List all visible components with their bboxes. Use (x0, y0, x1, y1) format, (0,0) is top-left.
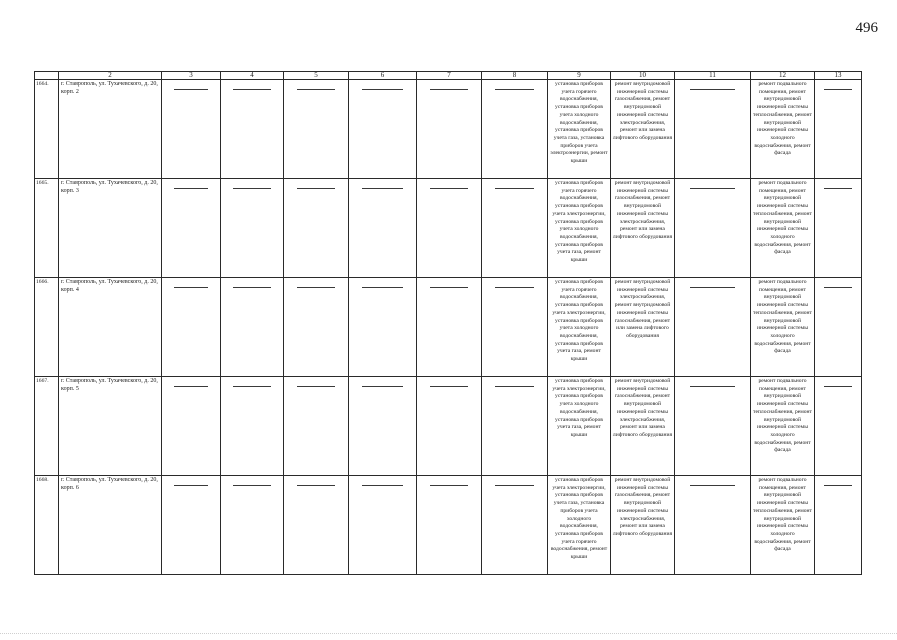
metering-works-cell: установка приборов учета горячего водоснабжения, установка приборов учета электроэнергии, установка приборов учета холодного водоснабжения, установка приборов учета газа, ремонт крыши (548, 278, 611, 377)
column-header (35, 72, 59, 80)
dash-mark (690, 89, 735, 90)
engineering-works-cell: ремонт внутридомовой инженерной системы газоснабжения, ремонт внутридомовой инженерной системы электроснабжения, ремонт или замена лифтового оборудования (611, 179, 675, 278)
dash-mark (430, 485, 468, 486)
empty-dash-cell (482, 278, 548, 377)
dash-mark (297, 89, 335, 90)
column-header: 11 (675, 72, 751, 80)
dash-mark (174, 188, 209, 189)
dash-mark (233, 386, 270, 387)
empty-dash-cell (417, 80, 482, 179)
empty-dash-cell (675, 278, 751, 377)
empty-dash-cell (221, 476, 284, 575)
dash-mark (430, 89, 468, 90)
column-header: 6 (349, 72, 417, 80)
dash-mark (233, 485, 270, 486)
empty-dash-cell (221, 80, 284, 179)
building-works-cell: ремонт подвального помещения, ремонт внутридомовой инженерной системы теплоснабжения, ремонт внутридомовой инженерной системы холодного водоснабжения, ремонт фасада (751, 476, 815, 575)
dash-mark (174, 287, 209, 288)
dash-mark (297, 386, 335, 387)
empty-dash-cell (284, 80, 349, 179)
table-row (35, 80, 862, 179)
dash-mark (824, 386, 852, 387)
dash-mark (824, 485, 852, 486)
dash-mark (297, 485, 335, 486)
empty-dash-cell (417, 278, 482, 377)
engineering-works-cell: ремонт внутридомовой инженерной системы электроснабжения, ремонт внутридомовой инженерной системы газоснабжения, ремонт или замена лифтового оборудования (611, 278, 675, 377)
dash-mark (690, 287, 735, 288)
empty-dash-cell (162, 377, 221, 476)
engineering-works-cell: ремонт внутридомовой инженерной системы газоснабжения, ремонт внутридомовой инженерной системы электроснабжения, ремонт или замена лифтового оборудования (611, 80, 675, 179)
dash-mark (430, 386, 468, 387)
column-numbers-row (35, 72, 862, 80)
empty-dash-cell (675, 179, 751, 278)
empty-dash-cell (482, 80, 548, 179)
dash-mark (824, 89, 852, 90)
empty-dash-cell (815, 476, 862, 575)
empty-dash-cell (284, 476, 349, 575)
building-works-cell: ремонт подвального помещения, ремонт внутридомовой инженерной системы теплоснабжения, ремонт внутридомовой инженерной системы холодного водоснабжения, ремонт фасада (751, 278, 815, 377)
metering-works-cell: установка приборов учета горячего водоснабжения, установка приборов учета холодного водоснабжения, установка приборов учета газа, установка приборов учета электроэнергии, ремонт крыши (548, 80, 611, 179)
empty-dash-cell (162, 278, 221, 377)
table-row (35, 476, 862, 575)
dash-mark (495, 485, 534, 486)
empty-dash-cell (221, 278, 284, 377)
page-number: 496 (855, 20, 878, 36)
dash-mark (362, 287, 402, 288)
empty-dash-cell (349, 476, 417, 575)
engineering-works-cell: ремонт внутридомовой инженерной системы газоснабжения, ремонт внутридомовой инженерной системы электроснабжения, ремонт или замена лифтового оборудования (611, 476, 675, 575)
dash-mark (362, 386, 402, 387)
scan-edge-line (0, 633, 897, 634)
repair-schedule-table (34, 71, 862, 575)
empty-dash-cell (162, 476, 221, 575)
dash-mark (495, 287, 534, 288)
empty-dash-cell (482, 377, 548, 476)
dash-mark (690, 188, 735, 189)
empty-dash-cell (417, 179, 482, 278)
row-number: 1665. (35, 179, 59, 278)
dash-mark (495, 386, 534, 387)
empty-dash-cell (815, 179, 862, 278)
address-cell: г. Ставрополь, ул. Тухачевского, д. 20, корп. 4 (59, 278, 162, 377)
dash-mark (362, 485, 402, 486)
empty-dash-cell (284, 179, 349, 278)
empty-dash-cell (284, 278, 349, 377)
empty-dash-cell (349, 179, 417, 278)
dash-mark (690, 386, 735, 387)
empty-dash-cell (417, 476, 482, 575)
empty-dash-cell (417, 377, 482, 476)
dash-mark (362, 188, 402, 189)
dash-mark (233, 287, 270, 288)
dash-mark (495, 188, 534, 189)
empty-dash-cell (815, 377, 862, 476)
dash-mark (362, 89, 402, 90)
dash-mark (297, 287, 335, 288)
dash-mark (495, 89, 534, 90)
row-number: 1668. (35, 476, 59, 575)
row-number: 1666. (35, 278, 59, 377)
empty-dash-cell (221, 179, 284, 278)
table-row (35, 278, 862, 377)
dash-mark (174, 485, 209, 486)
empty-dash-cell (349, 80, 417, 179)
empty-dash-cell (482, 476, 548, 575)
column-header: 9 (548, 72, 611, 80)
empty-dash-cell (349, 278, 417, 377)
empty-dash-cell (349, 377, 417, 476)
address-cell: г. Ставрополь, ул. Тухачевского, д. 20, корп. 2 (59, 80, 162, 179)
dash-mark (690, 485, 735, 486)
table-row (35, 179, 862, 278)
empty-dash-cell (284, 377, 349, 476)
empty-dash-cell (815, 80, 862, 179)
column-header: 2 (59, 72, 162, 80)
dash-mark (233, 188, 270, 189)
dash-mark (430, 188, 468, 189)
dash-mark (430, 287, 468, 288)
empty-dash-cell (482, 179, 548, 278)
dash-mark (824, 188, 852, 189)
empty-dash-cell (162, 179, 221, 278)
empty-dash-cell (221, 377, 284, 476)
column-header: 4 (221, 72, 284, 80)
column-header: 7 (417, 72, 482, 80)
dash-mark (233, 89, 270, 90)
empty-dash-cell (675, 80, 751, 179)
column-header: 8 (482, 72, 548, 80)
column-header: 3 (162, 72, 221, 80)
column-header: 10 (611, 72, 675, 80)
column-header: 5 (284, 72, 349, 80)
column-header: 13 (815, 72, 862, 80)
dash-mark (297, 188, 335, 189)
address-cell: г. Ставрополь, ул. Тухачевского, д. 20, корп. 5 (59, 377, 162, 476)
dash-mark (174, 386, 209, 387)
empty-dash-cell (675, 377, 751, 476)
engineering-works-cell: ремонт внутридомовой инженерной системы газоснабжения, ремонт внутридомовой инженерной системы электроснабжения, ремонт или замена лифтового оборудования (611, 377, 675, 476)
metering-works-cell: установка приборов учета горячего водоснабжения, установка приборов учета электроэнергии, установка приборов учета холодного водоснабжения, установка приборов учета газа, ремонт крыши (548, 179, 611, 278)
metering-works-cell: установка приборов учета электроэнергии, установка приборов учета холодного водоснабжения, установка приборов учета газа, ремонт крыши (548, 377, 611, 476)
address-cell: г. Ставрополь, ул. Тухачевского, д. 20, корп. 3 (59, 179, 162, 278)
building-works-cell: ремонт подвального помещения, ремонт внутридомовой инженерной системы теплоснабжения, ремонт внутридомовой инженерной системы холодного водоснабжения, ремонт фасада (751, 179, 815, 278)
empty-dash-cell (162, 80, 221, 179)
building-works-cell: ремонт подвального помещения, ремонт внутридомовой инженерной системы теплоснабжения, ремонт внутридомовой инженерной системы холодного водоснабжения, ремонт фасада (751, 377, 815, 476)
address-cell: г. Ставрополь, ул. Тухачевского, д. 20, корп. 6 (59, 476, 162, 575)
dash-mark (824, 287, 852, 288)
row-number: 1667. (35, 377, 59, 476)
metering-works-cell: установка приборов учета электроэнергии, установка приборов учета газа, установка приборов учета холодного водоснабжения, установка приборов учета горячего водоснабжения, ремонт крыши (548, 476, 611, 575)
row-number: 1664. (35, 80, 59, 179)
dash-mark (174, 89, 209, 90)
table-row (35, 377, 862, 476)
empty-dash-cell (815, 278, 862, 377)
building-works-cell: ремонт подвального помещения, ремонт внутридомовой инженерной системы теплоснабжения, ремонт внутридомовой инженерной системы холодного водоснабжения, ремонт фасада (751, 80, 815, 179)
empty-dash-cell (675, 476, 751, 575)
column-header: 12 (751, 72, 815, 80)
